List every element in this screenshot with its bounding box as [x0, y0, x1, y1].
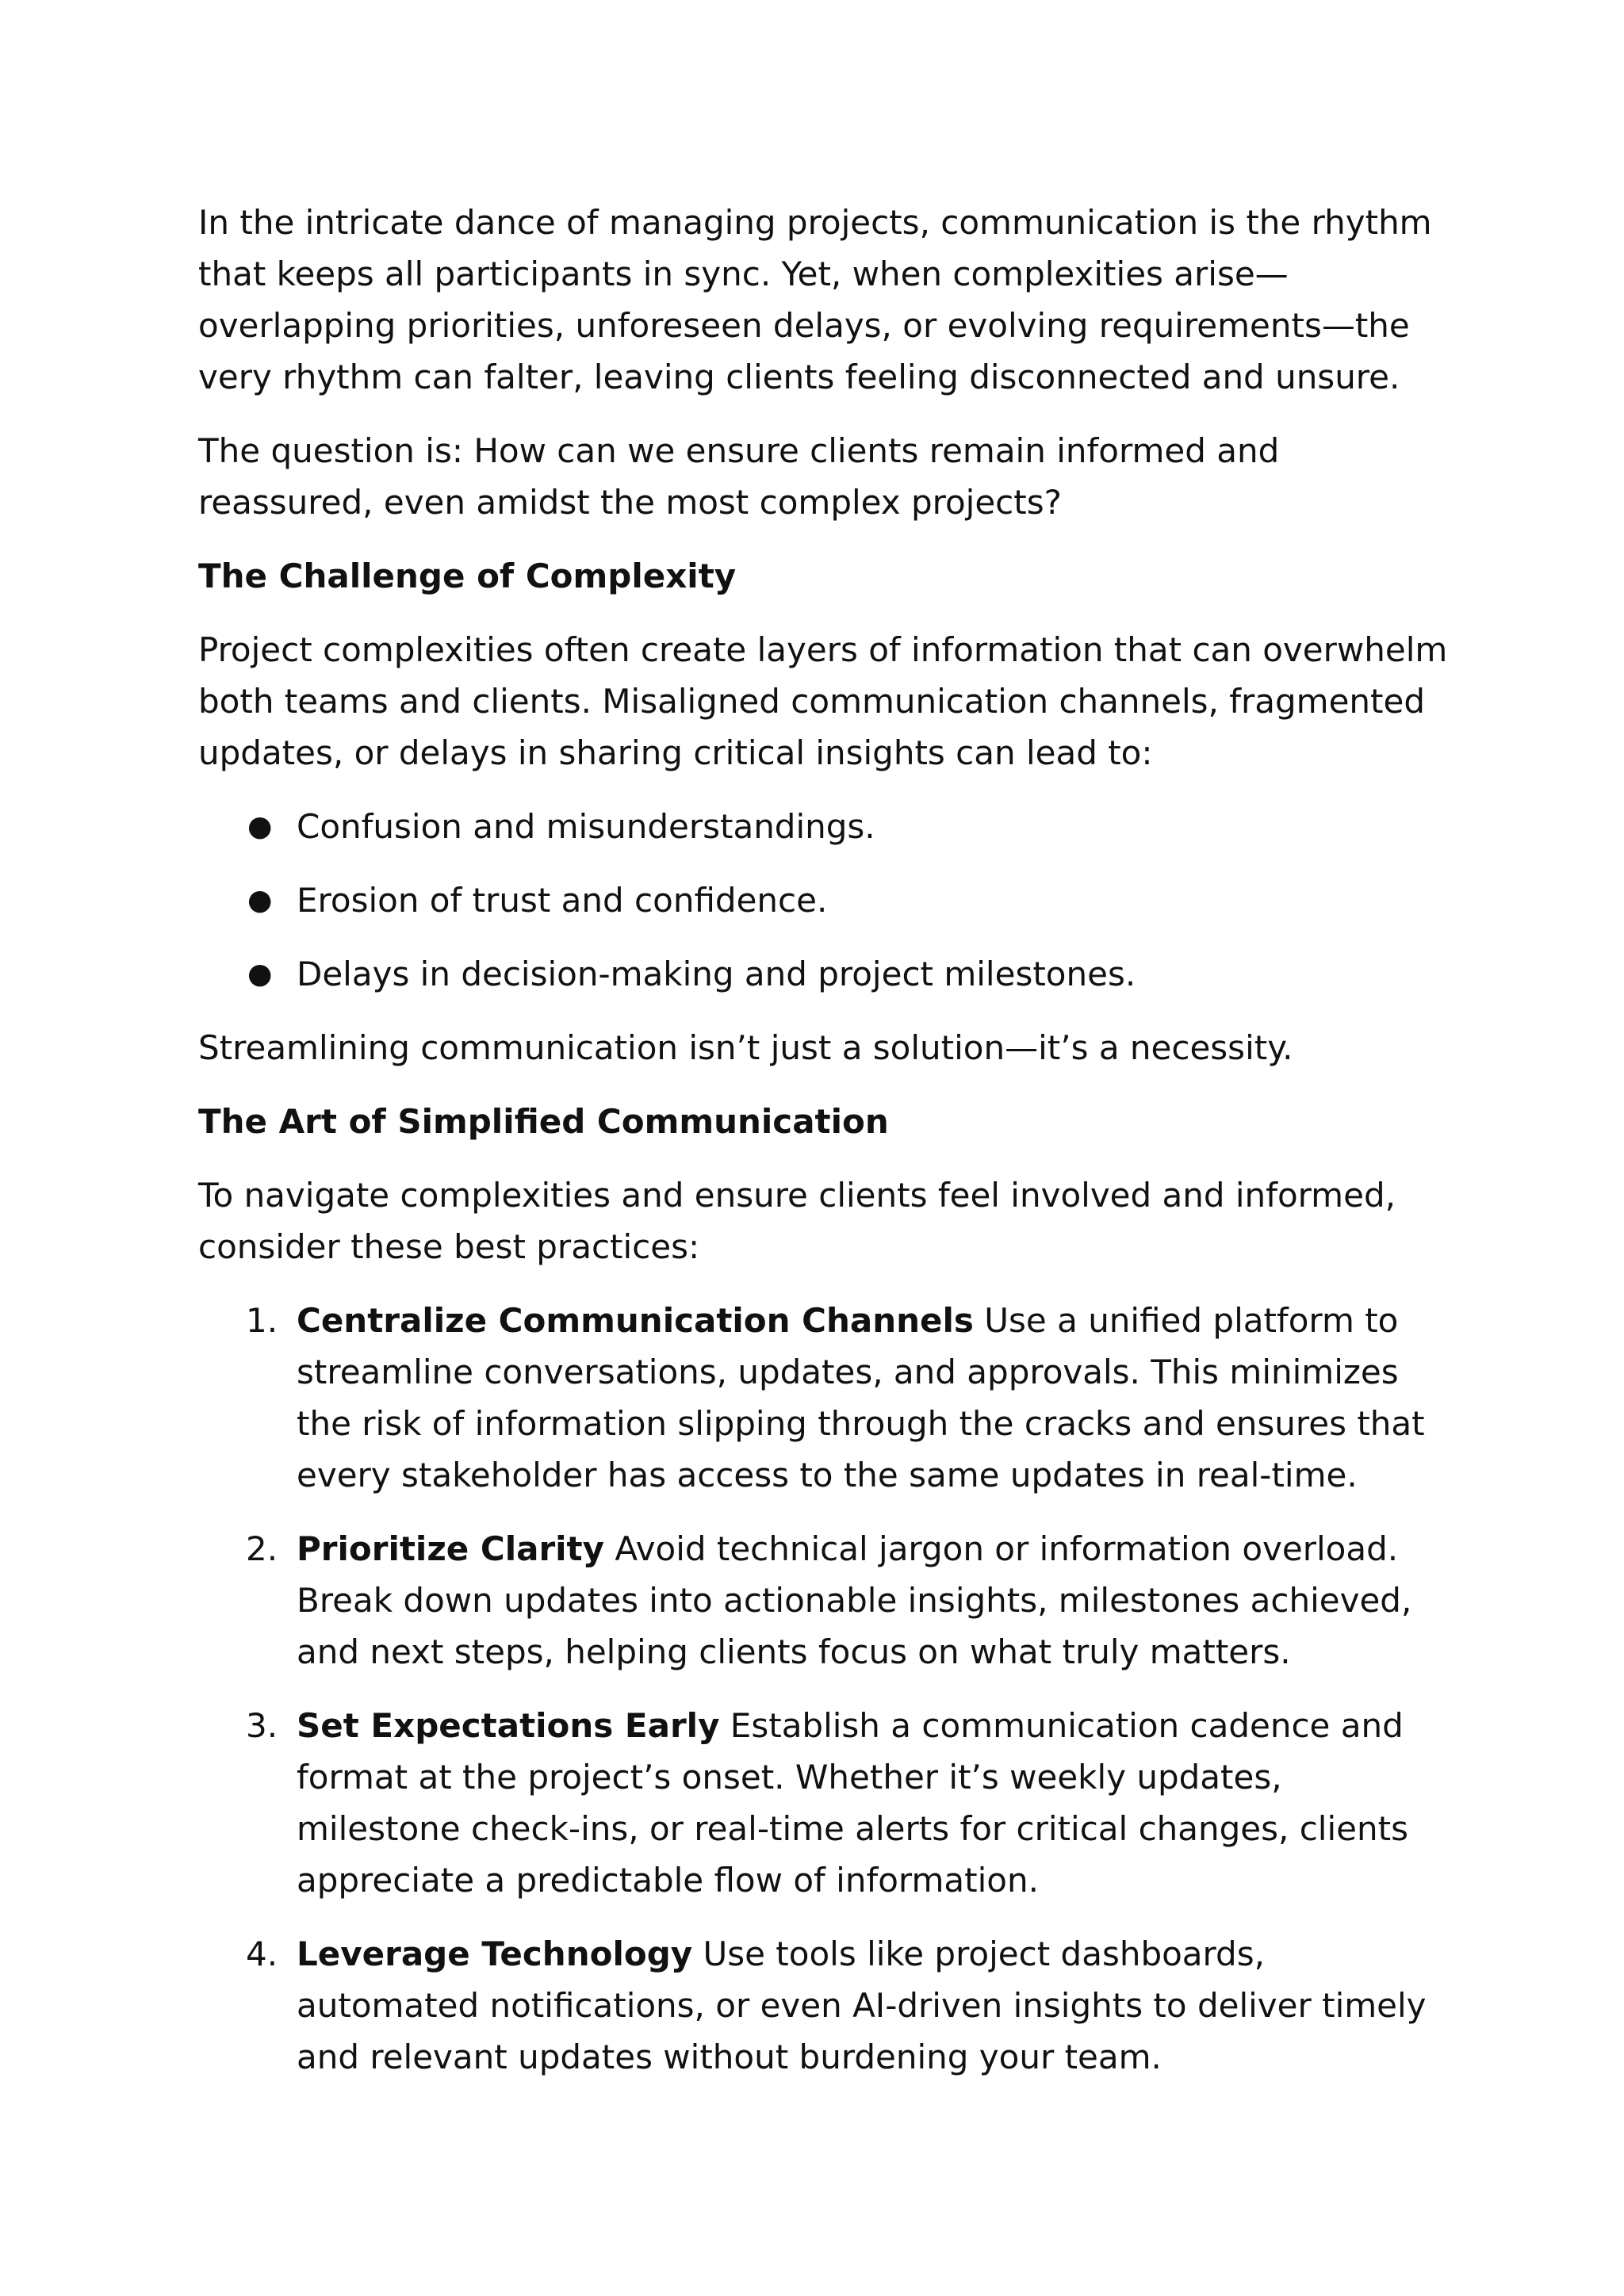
practice-title: Set Expectations Early	[297, 1706, 720, 1745]
practice-item	[198, 1928, 1451, 2083]
practice-item	[198, 1700, 1451, 1906]
practice-text: Use tools like project dashboards, automated notifications, or even AI-driven insights to deliver timely and relevant updates without burdening your team.	[297, 1934, 1427, 2076]
document-page	[198, 197, 1451, 2105]
consequence-list	[198, 801, 1451, 1000]
practice-title: Centralize Communication Channels	[297, 1301, 974, 1340]
list-number: 3.	[246, 1706, 278, 1745]
list-item	[198, 801, 1451, 852]
list-item-text: Confusion and misunderstandings.	[297, 807, 875, 846]
complexity-paragraph: Project complexities often create layers of information that can overwhelm both teams and clients. Misaligned communication channels, fragmented updates, or delays in sharing critical insights can lead to:	[198, 630, 1448, 772]
bullet-icon: ●	[247, 810, 273, 843]
list-number: 2.	[246, 1529, 278, 1568]
practice-title: Prioritize Clarity	[297, 1529, 605, 1568]
practices-intro-paragraph: To navigate complexities and ensure clients feel involved and informed, consider these best practices:	[198, 1176, 1396, 1266]
practice-item	[198, 1295, 1451, 1501]
heading-art: The Art of Simplified Communication	[198, 1102, 889, 1141]
list-number: 4.	[246, 1934, 278, 1973]
heading-challenge: The Challenge of Complexity	[198, 557, 737, 595]
practice-text: Use a unified platform to streamline conversations, updates, and approvals. This minimizes the risk of information slipping through the cracks and ensures that every stakeholder has access to the same updates in real-time.	[297, 1301, 1425, 1494]
practice-title: Leverage Technology	[297, 1934, 693, 1973]
list-item	[198, 874, 1451, 926]
necessity-paragraph: Streamlining communication isn’t just a solution—it’s a necessity.	[198, 1028, 1293, 1067]
best-practices-list	[198, 1295, 1451, 2083]
list-item	[198, 948, 1451, 1000]
practice-text: Establish a communication cadence and format at the project’s onset. Whether it’s weekly updates, milestone check-ins, or real-time alerts for critical changes, clients appreciate a predictable flow of information.	[297, 1706, 1408, 1900]
list-item-text: Erosion of trust and confidence.	[297, 881, 828, 920]
list-item-text: Delays in decision-making and project milestones.	[297, 955, 1136, 993]
bullet-icon: ●	[247, 958, 273, 990]
intro-paragraph: In the intricate dance of managing projects, communication is the rhythm that keeps all participants in sync. Yet, when complexities arise—overlapping priorities, unforeseen delays, or evolving requirements—the very rhythm can falter, leaving clients feeling disconnected and unsure.	[198, 203, 1432, 396]
practice-item	[198, 1523, 1451, 1678]
question-paragraph: The question is: How can we ensure clients remain informed and reassured, even amidst the most complex projects?	[198, 431, 1280, 522]
practice-text: Avoid technical jargon or information overload. Break down updates into actionable insights, milestones achieved, and next steps, helping clients focus on what truly matters.	[297, 1529, 1412, 1671]
bullet-icon: ●	[247, 884, 273, 916]
list-number: 1.	[246, 1301, 278, 1340]
